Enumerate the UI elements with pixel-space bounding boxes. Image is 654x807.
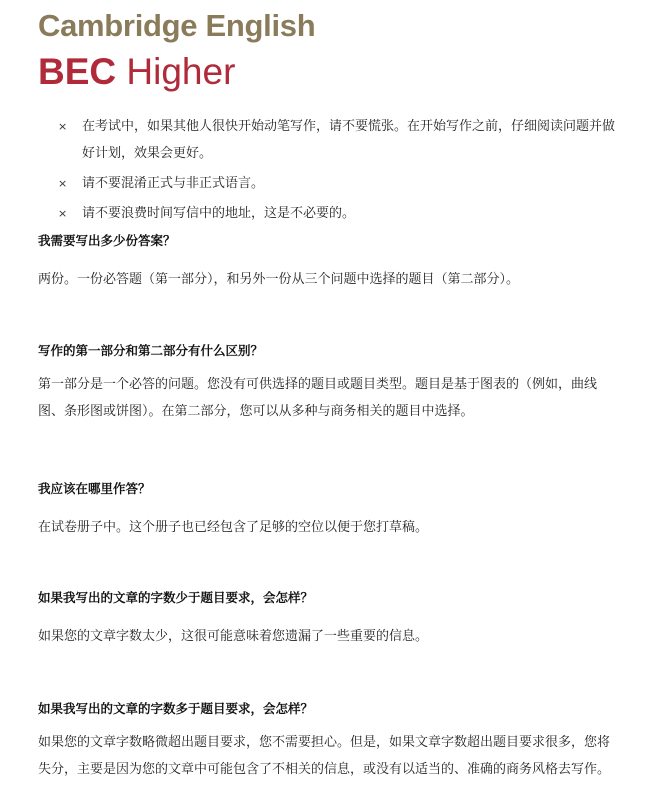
faq-item [38,699,614,783]
faq-item [38,479,614,541]
faq-question: 我应该在哪里作答？ [38,481,151,496]
faq-item [38,588,614,650]
logo-cambridge-english: Cambridge English [38,8,316,43]
faq-question: 如果我写出的文章的字数多于题目要求，会怎样？ [38,701,314,716]
cambridge-english-bec-higher-logo [38,8,315,94]
faq-question: 写作的第一部分和第二部分有什么区别？ [38,343,264,358]
faq-answer: 如果您的文章字数太少，这很可能意味着您遗漏了一些重要的信息。 [38,629,429,644]
cross-bullet-icon: × [58,207,68,220]
logo-bec-higher [38,50,315,94]
faq-item [38,231,614,293]
tip-text: 请不要混淆正式与非正式语言。 [82,176,265,191]
tip-text: 请不要浪费时间写信中的地址，这是不必要的。 [82,206,356,221]
faq-item [38,341,614,425]
faq-question: 如果我写出的文章的字数少于题目要求，会怎样？ [38,590,314,605]
faq-answer: 两份。一份必答题（第一部分），和另外一份从三个问题中选择的题目（第二部分）。 [38,272,520,287]
cross-bullet-icon: × [58,177,68,190]
tip-item [58,113,618,167]
faq-answer: 如果您的文章字数略微超出题目要求，您不需要担心。但是，如果文章字数超出题目要求很多，您将失分，主要是因为您的文章中可能包含了不相关的信息，或没有以适当的、准确的商务风格去写作。 [38,735,611,777]
cross-bullet-icon: × [58,120,68,133]
faq-answer: 第一部分是一个必答的问题。您没有可供选择的题目或题目类型。题目是基于图表的（例如，曲线图、条形图或饼图）。在第二部分，您可以从多种与商务相关的题目中选择。 [38,377,598,419]
tip-text: 在考试中，如果其他人很快开始动笔写作，请不要慌张。在开始写作之前，仔细阅读问题并做好计划，效果会更好。 [82,119,616,161]
faq-question: 我需要写出多少份答案？ [38,233,176,248]
tip-item [58,170,618,197]
logo-bec: BEC [38,51,117,92]
tips-list [58,113,618,230]
logo-higher: Higher [116,51,236,92]
tip-item [58,200,618,227]
faq-answer: 在试卷册子中。这个册子也已经包含了足够的空位以便于您打草稿。 [38,520,429,535]
